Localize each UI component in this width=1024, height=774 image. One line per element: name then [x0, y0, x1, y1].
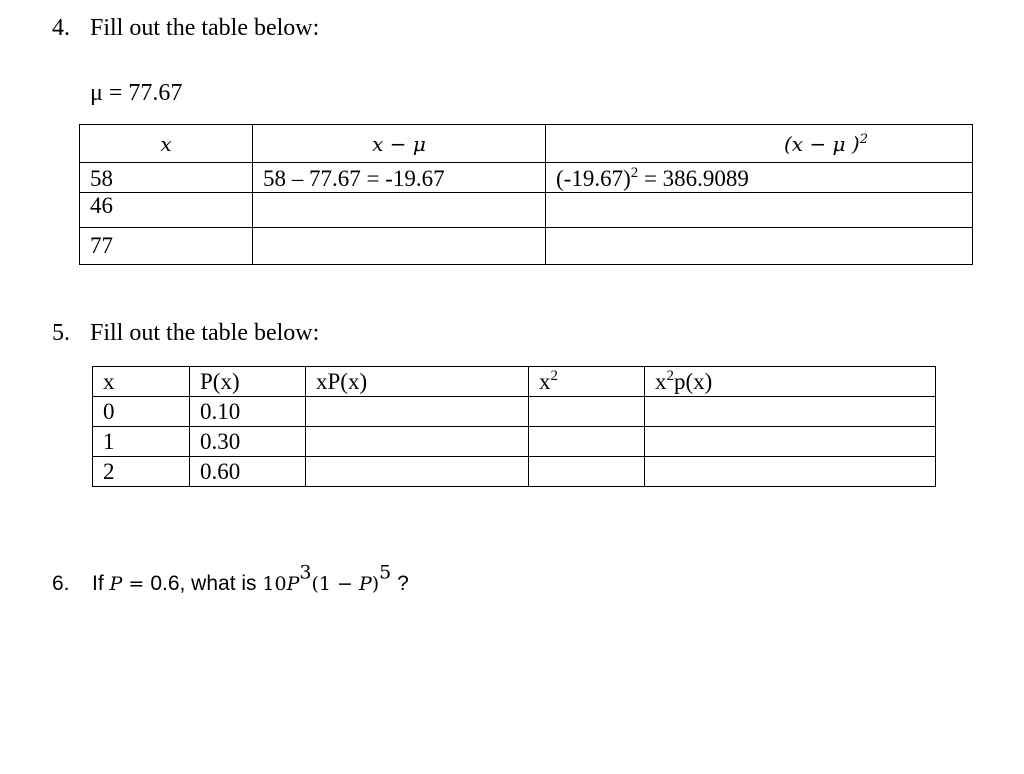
cell: 0: [93, 397, 190, 427]
cell: 58: [80, 163, 253, 193]
question-text: Fill out the table below:: [90, 15, 320, 41]
header-x-squared-px: $x^2p(x)$: [645, 367, 936, 397]
question-4-heading: [52, 14, 319, 42]
cell: 2: [93, 457, 190, 487]
question-number: 5.: [52, 320, 70, 346]
cell: 1: [93, 427, 190, 457]
probability-table: [92, 366, 936, 487]
answer-cell[interactable]: [253, 228, 546, 265]
answer-cell[interactable]: [306, 427, 529, 457]
table-row: [80, 163, 973, 193]
table-row: [93, 457, 936, 487]
header-x: x: [93, 367, 190, 397]
table-row: [80, 193, 973, 228]
header-xpx: xP(x): [306, 367, 529, 397]
question-number: 6.: [52, 572, 70, 595]
cell: 0.60: [190, 457, 306, 487]
superscript: 2: [550, 367, 558, 384]
cell: 77: [80, 228, 253, 265]
header-squared-deviation: (x − μ )$^2$: [546, 125, 973, 163]
header-x: x: [80, 125, 253, 163]
cell: 0.10: [190, 397, 306, 427]
cell: 0.30: [190, 427, 306, 457]
answer-cell[interactable]: [645, 457, 936, 487]
superscript: 2: [859, 131, 868, 147]
question-text: Fill out the table below:: [90, 320, 320, 346]
header-px: P(x): [190, 367, 306, 397]
answer-cell[interactable]: [645, 427, 936, 457]
question-6: 6. If P = 0.6, what is $10P^3(1 - P)^5$ ?: [52, 561, 409, 595]
answer-cell[interactable]: [529, 457, 645, 487]
superscript: 3: [299, 561, 312, 584]
superscript: 5: [379, 561, 392, 584]
question-5-heading: [52, 319, 319, 347]
answer-cell[interactable]: [529, 397, 645, 427]
cell: $(-19.67)^2 = 386.9089$: [546, 163, 973, 193]
answer-cell[interactable]: [529, 427, 645, 457]
table-row: [93, 397, 936, 427]
question-number: 4.: [52, 15, 70, 41]
deviation-table: [79, 124, 973, 265]
cell: 58 – 77.67 = -19.67: [253, 163, 546, 193]
answer-cell[interactable]: [645, 397, 936, 427]
table-header-row: [93, 367, 936, 397]
mean-value-line: μ = 77.67: [90, 80, 183, 106]
header-x-squared: $x^2$: [529, 367, 645, 397]
answer-cell[interactable]: [546, 193, 973, 228]
table-header-row: [80, 125, 973, 163]
answer-cell[interactable]: [306, 457, 529, 487]
superscript: 2: [630, 165, 639, 182]
superscript: 2: [666, 367, 674, 384]
answer-cell[interactable]: [306, 397, 529, 427]
answer-cell[interactable]: [546, 228, 973, 265]
header-x-minus-mu: x − μ: [253, 125, 546, 163]
cell: 46: [80, 193, 253, 228]
table-row: [80, 228, 973, 265]
answer-cell[interactable]: [253, 193, 546, 228]
table-row: [93, 427, 936, 457]
